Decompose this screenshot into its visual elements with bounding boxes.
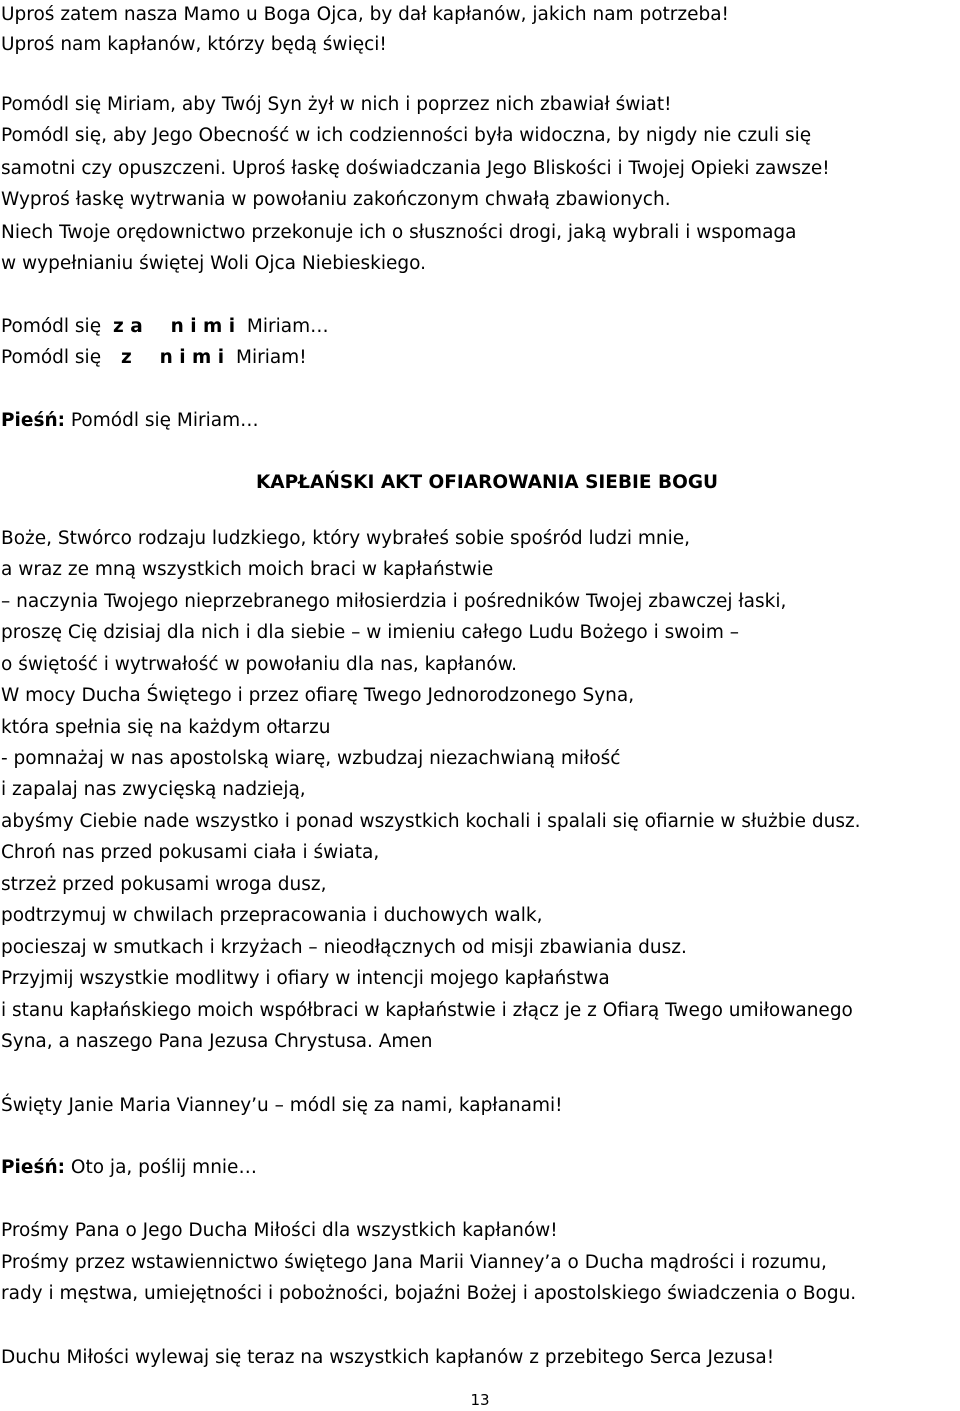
text-line: Niech Twoje orędownictwo przekonuje ich o słuszności drogi, jaką wybrali i wspomaga (1, 222, 797, 243)
refrain-suffix: Miriam… (246, 316, 329, 337)
page-number: 13 (470, 1391, 490, 1409)
refrain-bold: z (120, 347, 132, 368)
text-line: Pomódl się, aby Jego Obecność w ich codzienności była widoczna, by nigdy nie czuli się (1, 125, 812, 146)
refrain-line-2 (1, 343, 307, 373)
section-heading: KAPŁAŃSKI AKT OFIAROWANIA SIEBIE BOGU (255, 472, 719, 493)
text-line: Uproś zatem nasza Mamo u Boga Ojca, by dał kapłanów, jakich nam potrzeba! (1, 4, 729, 25)
song-title: Oto ja, poślij mnie… (70, 1157, 257, 1178)
song-line (1, 1153, 257, 1183)
text-line: i stanu kapłańskiego moich współbraci w kapłaństwie i złącz je z Ofiarą Twego umiłowanego (1, 1000, 853, 1021)
text-line: Wyproś łaskę wytrwania w powołaniu zakończonym chwałą zbawionych. (1, 189, 671, 210)
text-line: abyśmy Ciebie nade wszystko i ponad wszystkich kochali i spalali się ofiarnie w służbie dusz. (1, 811, 861, 832)
text-line: Prośmy przez wstawiennictwo świętego Jana Marii Vianney’a o Ducha mądrości i rozumu, (1, 1252, 827, 1273)
refrain-bold: n i m i (170, 316, 236, 337)
text-line: a wraz ze mną wszystkich moich braci w kapłaństwie (1, 559, 494, 580)
invocation-line: Święty Janie Maria Vianney’u – módl się za nami, kapłanami! (1, 1095, 563, 1116)
text-line: proszę Cię dzisiaj dla nich i dla siebie – w imieniu całego Ludu Bożego i swoim – (1, 622, 739, 643)
text-line: Prośmy Pana o Jego Ducha Miłości dla wszystkich kapłanów! (1, 1220, 558, 1241)
text-line: w wypełnianiu świętej Woli Ojca Niebieskiego. (1, 253, 426, 274)
song-label: Pieśń: (1, 410, 66, 431)
text-line: która spełnia się na każdym ołtarzu (1, 717, 331, 738)
text-line: pocieszaj w smutkach i krzyżach – nieodłącznych od misji zbawiania dusz. (1, 937, 687, 958)
refrain-line-1 (1, 312, 329, 342)
text-line: Pomódl się Miriam, aby Twój Syn żył w nich i poprzez nich zbawiał świat! (1, 94, 672, 115)
text-line: rady i męstwa, umiejętności i pobożności, bojaźni Bożej i apostolskiego świadczenia o Bogu. (1, 1283, 857, 1304)
text-line: strzeż przed pokusami wroga dusz, (1, 874, 327, 895)
text-line: Uproś nam kapłanów, którzy będą święci! (1, 34, 387, 55)
song-line (1, 406, 259, 436)
text-line: - pomnażaj w nas apostolską wiarę, wzbudzaj niezachwianą miłość (1, 748, 621, 769)
closing-line: Duchu Miłości wylewaj się teraz na wszystkich kapłanów z przebitego Serca Jezusa! (1, 1347, 775, 1368)
refrain-bold: n i m i (159, 347, 225, 368)
text-line: samotni czy opuszczeni. Uproś łaskę doświadczania Jego Bliskości i Twojej Opieki zawsze! (1, 158, 830, 179)
refrain-bold: z a (112, 316, 143, 337)
text-line: W mocy Ducha Świętego i przez ofiarę Twego Jednorodzonego Syna, (1, 685, 635, 706)
text-line: Przyjmij wszystkie modlitwy i ofiary w intencji mojego kapłaństwa (1, 968, 610, 989)
song-title: Pomódl się Miriam… (70, 410, 259, 431)
text-line: Boże, Stwórco rodzaju ludzkiego, który wybrałeś sobie spośród ludzi mnie, (1, 528, 691, 549)
refrain-prefix: Pomódl się (1, 316, 102, 337)
refrain-suffix: Miriam! (236, 347, 307, 368)
text-line: i zapalaj nas zwycięską nadzieją, (1, 779, 306, 800)
text-line: podtrzymuj w chwilach przepracowania i duchowych walk, (1, 905, 543, 926)
text-line: Syna, a naszego Pana Jezusa Chrystusa. Amen (1, 1031, 433, 1052)
refrain-prefix: Pomódl się (1, 347, 102, 368)
text-line: – naczynia Twojego nieprzebranego miłosierdzia i pośredników Twojej zbawczej łaski, (1, 591, 787, 612)
song-label: Pieśń: (1, 1157, 66, 1178)
text-line: o świętość i wytrwałość w powołaniu dla nas, kapłanów. (1, 654, 518, 675)
text-line: Chroń nas przed pokusami ciała i świata, (1, 842, 380, 863)
